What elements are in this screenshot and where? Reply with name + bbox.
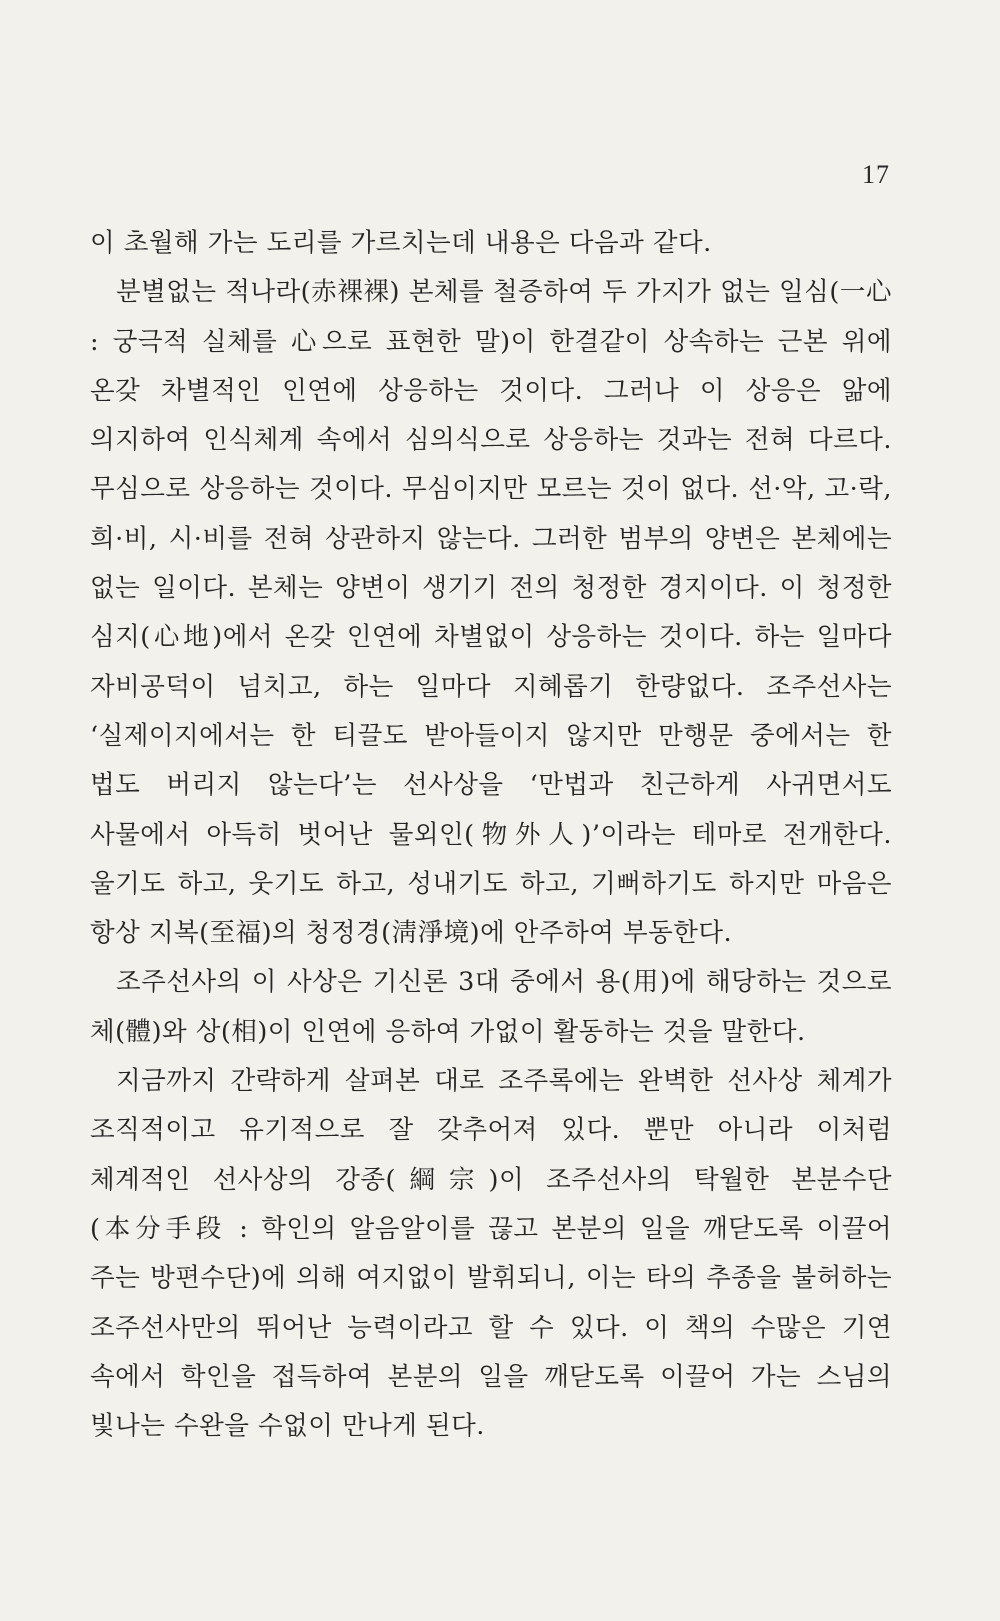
paragraph-3: 조주선사의 이 사상은 기신론 3대 중에서 용(用)에 해당하는 것으로 체(體)와 상(相)이 인연에 응하여 가없이 활동하는 것을 말한다. bbox=[90, 967, 892, 1047]
paragraph-4: 지금까지 간략하게 살펴본 대로 조주록에는 완벽한 선사상 체계가 조직적이고 유기적으로 잘 갖추어져 있다. 뿐만 아니라 이처럼 체계적인 선사상의 강종(綱宗)이 조주선사의 탁월한 본분수단(本分手段 : 학인의 알음알이를 끊고 본분의 일을 깨닫도록 이끌어 주는 방편수단)에 의해 여지없이 발휘되니, 이는 타의 추종을 불허하는 조주선사만의 뛰어난 능력이라고 할 수 있다. 이 책의 수많은 기연 속에서 학인을 접득하여 본분의 일을 깨닫도록 이끌어 가는 스님의 빛나는 수완을 수없이 만나게 된다. bbox=[90, 1066, 892, 1442]
paragraph-2: 분별없는 적나라(赤裸裸) 본체를 철증하여 두 가지가 없는 일심(一心 : 궁극적 실체를 心으로 표현한 말)이 한결같이 상속하는 근본 위에 온갖 차별적인 인연에 상응하는 것이다. 그러나 이 상응은 앎에 의지하여 인식체계 속에서 심의식으로 상응하는 것과는 전혀 다르다. 무심으로 상응하는 것이다. 무심이지만 모르는 것이 없다. 선·악, 고·락, 희·비, 시·비를 전혀 상관하지 않는다. 그러한 범부의 양변은 본체에는 없는 일이다. 본체는 양변이 생기기 전의 청정한 경지이다. 이 청정한 심지(心地)에서 온갖 인연에 차별없이 상응하는 것이다. 하는 일마다 자비공덕이 넘치고, 하는 일마다 지혜롭기 한량없다. 조주선사는 ‘실제이지에서는 한 티끌도 받아들이지 않지만 만행문 중에서는 한 법도 버리지 않는다’는 선사상을 ‘만법과 친근하게 사귀면서도 사물에서 아득히 벗어난 물외인(物外人)’이라는 테마로 전개한다. 울기도 하고, 웃기도 하고, 성내기도 하고, 기뻐하기도 하지만 마음은 항상 지복(至福)의 청정경(淸淨境)에 안주하여 부동한다. bbox=[90, 277, 892, 949]
page-number: 17 bbox=[862, 160, 890, 189]
body-text bbox=[90, 219, 892, 1451]
paragraph-1: 이 초월해 가는 도리를 가르치는데 내용은 다음과 같다. bbox=[90, 228, 712, 258]
